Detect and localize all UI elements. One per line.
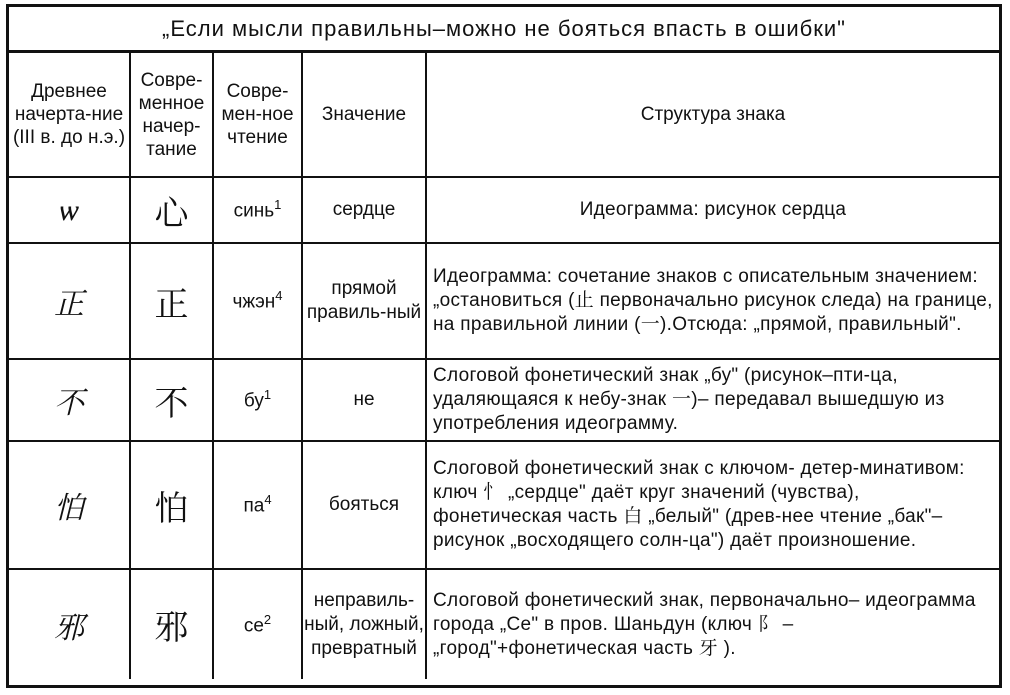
- modern-glyph: 心: [130, 177, 213, 243]
- table-row: [9, 177, 999, 243]
- ancient-glyph: 不: [9, 359, 130, 441]
- tone-number: 1: [263, 387, 272, 403]
- meaning-cell: прямой правиль-ный: [302, 243, 426, 359]
- meaning-cell: не: [302, 359, 426, 441]
- reading-text: се: [243, 615, 264, 637]
- modern-glyph: 怕: [130, 441, 213, 569]
- reading-cell: [213, 243, 302, 359]
- structure-cell: Идеограмма: рисунок сердца: [426, 177, 999, 243]
- table-row: [9, 359, 999, 441]
- modern-glyph: 不: [130, 359, 213, 441]
- characters-table: [9, 53, 999, 679]
- table-row: [9, 569, 999, 679]
- header-structure: Структура знака: [426, 53, 999, 177]
- header-modern: Совре-менное начер-тание: [130, 53, 213, 177]
- reading-cell: [213, 441, 302, 569]
- reading-cell: [213, 569, 302, 679]
- table-row: [9, 441, 999, 569]
- meaning-cell: неправиль-ный, ложный, превратный: [302, 569, 426, 679]
- header-ancient: Древнее начерта-ние (III в. до н.э.): [9, 53, 130, 177]
- meaning-cell: бояться: [302, 441, 426, 569]
- reading-text: бу: [243, 390, 264, 412]
- ancient-glyph: 正: [9, 243, 130, 359]
- header-meaning: Значение: [302, 53, 426, 177]
- table-title: „Если мысли правильны–можно не бояться впасть в ошибки": [9, 7, 999, 53]
- meaning-cell: сердце: [302, 177, 426, 243]
- modern-glyph: 正: [130, 243, 213, 359]
- document-frame: [6, 4, 1002, 688]
- ancient-glyph: ѡ: [9, 177, 130, 243]
- ancient-glyph: 怕: [9, 441, 130, 569]
- tone-number: 4: [264, 492, 272, 508]
- structure-cell: Идеограмма: сочетание знаков с описательным значением: „остановиться (止 первоначально рисунок следа) на границе, на правильной линии (一).Отсюда: „прямой, правильный".: [426, 243, 999, 359]
- tone-number: 4: [275, 288, 283, 304]
- reading-text: чжэн: [232, 291, 276, 313]
- ancient-glyph: 邪: [9, 569, 130, 679]
- reading-text: па: [243, 495, 265, 517]
- tone-number: 1: [274, 197, 282, 213]
- header-reading: Совре-мен-ное чтение: [213, 53, 302, 177]
- structure-cell: Слоговой фонетический знак „бу" (рисунок–пти-ца, удаляющаяся к небу-знак 一)– передавал вышедшую из употребления идеограмму.: [426, 359, 999, 441]
- structure-cell: Слоговой фонетический знак, первоначально– идеограмма города „Се" в пров. Шаньдун (ключ 阝 –„город"+фонетическая часть 牙 ).: [426, 569, 999, 679]
- reading-text: синь: [233, 200, 275, 222]
- table-row: [9, 243, 999, 359]
- structure-cell: Слоговой фонетический знак с ключом- детер-минативом: ключ 忄 „сердце" даёт круг значений (чувства), фонетическая часть 白 „белый" (древ-нее чтение „бак"–рисунок „восходящего солн-ца") даёт произношение.: [426, 441, 999, 569]
- modern-glyph: 邪: [130, 569, 213, 679]
- header-row: [9, 53, 999, 177]
- reading-cell: [213, 177, 302, 243]
- tone-number: 2: [263, 611, 272, 627]
- reading-cell: [213, 359, 302, 441]
